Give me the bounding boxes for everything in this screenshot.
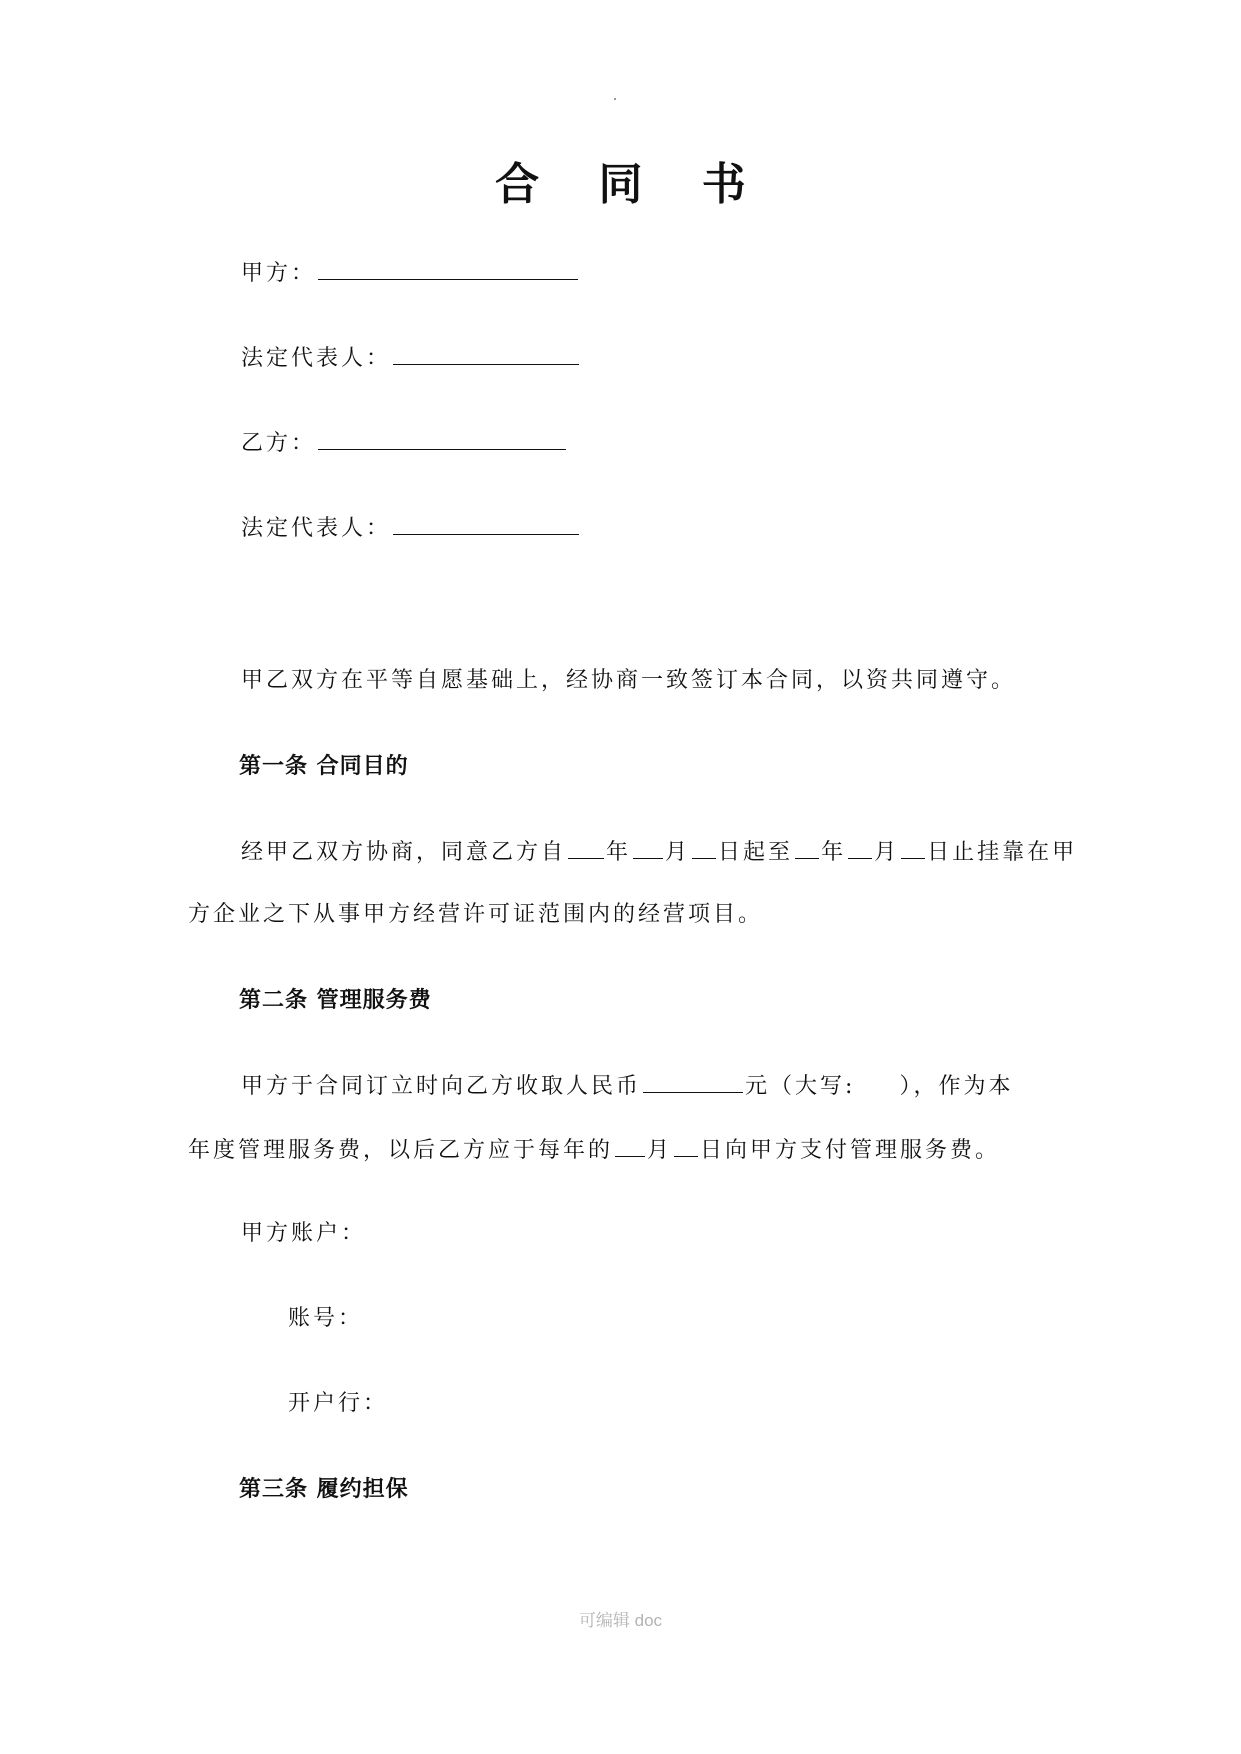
article-2-heading: 第二条 管理服务费 [239, 987, 432, 1013]
account-number-label: 账号： [288, 1306, 364, 1331]
article-2-line-2 [188, 1134, 1000, 1166]
article-2-text-a: 甲方于合同订立时向乙方收取人民币 [241, 1074, 642, 1099]
article-1-heading: 第一条 合同目的 [239, 753, 409, 779]
article-2-text-c: ），作为本 [899, 1074, 1014, 1099]
end-month-blank[interactable] [848, 836, 872, 859]
rep-b-line [241, 512, 581, 544]
document-title: 合 同 书 [495, 159, 768, 210]
bank-label: 开户行： [288, 1391, 389, 1416]
rep-a-label: 法定代表人： [241, 346, 392, 371]
pay-month-label: 月 [647, 1138, 673, 1163]
start-day-blank[interactable] [692, 836, 716, 859]
rep-b-blank[interactable] [393, 512, 579, 535]
article-2-text-b: 元（大写: [745, 1074, 856, 1099]
party-a-blank[interactable] [318, 257, 578, 280]
article-1-text-a: 经甲乙双方协商，同意乙方自 [241, 840, 567, 865]
article-3-heading: 第三条 履约担保 [239, 1476, 409, 1502]
party-b-line [241, 427, 568, 459]
pay-day-blank[interactable] [674, 1134, 698, 1157]
rep-b-label: 法定代表人： [241, 516, 392, 541]
article-1-line-1 [241, 836, 1077, 868]
day-label-1: 日起至 [718, 840, 794, 865]
rep-a-line [241, 342, 581, 374]
end-year-blank[interactable] [795, 836, 819, 859]
intro-paragraph: 甲乙双方在平等自愿基础上，经协商一致签订本合同，以资共同遵守。 [241, 668, 1017, 693]
article-2-text-d: 年度管理服务费，以后乙方应于每年的 [188, 1138, 614, 1163]
start-month-blank[interactable] [633, 836, 663, 859]
year-label-2: 年 [821, 840, 847, 865]
year-label-1: 年 [606, 840, 632, 865]
article-1-line-2: 方企业之下从事甲方经营许可证范围内的经营项目。 [188, 902, 764, 927]
header-dot-mark [614, 98, 616, 100]
party-a-label: 甲方： [241, 261, 317, 286]
article-2-text-e: 日向甲方支付管理服务费。 [700, 1138, 1001, 1163]
pay-month-blank[interactable] [615, 1134, 645, 1157]
article-2-line-1 [241, 1070, 1013, 1102]
month-label-1: 月 [665, 840, 691, 865]
end-day-blank[interactable] [901, 836, 925, 859]
account-label: 甲方账户： [241, 1221, 367, 1246]
day-label-2: 日止挂靠在甲 [927, 840, 1078, 865]
fee-amount-blank[interactable] [643, 1070, 743, 1093]
party-b-blank[interactable] [318, 427, 566, 450]
party-b-label: 乙方： [241, 431, 317, 456]
start-year-blank[interactable] [568, 836, 604, 859]
party-a-line [241, 257, 580, 289]
page-footer: 可编辑 doc [578, 1611, 663, 1630]
rep-a-blank[interactable] [393, 342, 579, 365]
month-label-2: 月 [874, 840, 900, 865]
